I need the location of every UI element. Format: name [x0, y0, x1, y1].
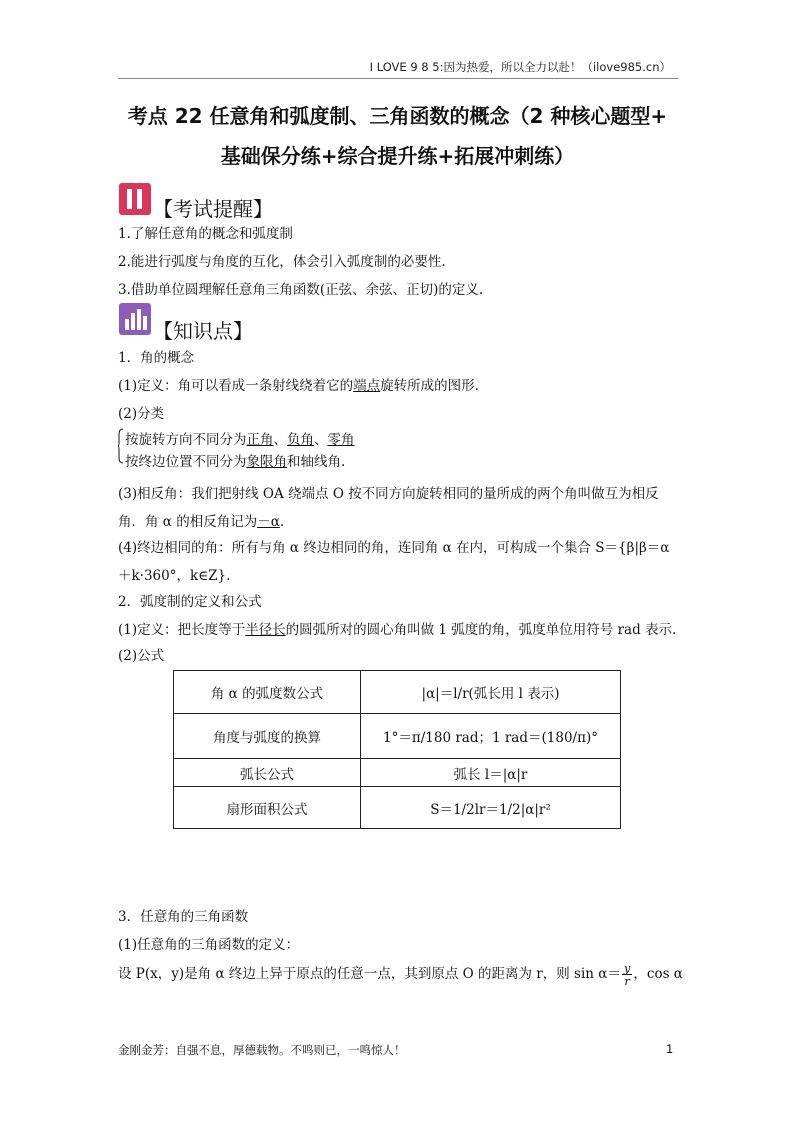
kp3-title: 3．任意角的三角函数: [118, 909, 249, 925]
opposite-underlined: －α: [257, 514, 280, 530]
class-by-terminal: [125, 450, 345, 470]
class-by-direction: [125, 428, 355, 448]
kp1-coterminal-line2: ＋k·360°，k∈Z}.: [118, 568, 231, 584]
kp1-classification: (2)分类: [118, 406, 165, 422]
title-line-2: 基础保分练+综合提升练+拓展冲刺练）: [220, 144, 575, 168]
kp3-subtitle: (1)任意角的三角函数的定义：: [118, 937, 300, 953]
kp1-definition: [118, 374, 479, 394]
kp2-formula-label: (2)公式: [118, 648, 165, 664]
kp1-title: 1．角的概念: [118, 350, 195, 366]
page-title: [110, 96, 685, 176]
table-cell-label: 角 α 的弧度数公式: [174, 671, 361, 714]
table-cell-label: 弧长公式: [174, 759, 361, 787]
class-a-negative: 负角: [287, 432, 314, 448]
table-row: [174, 759, 621, 787]
class-a-sep1: 、: [273, 432, 287, 448]
table-row: [174, 714, 621, 759]
formula-table: [173, 670, 621, 829]
kp1-coterminal-line1: (4)终边相同的角：所有与角 α 终边相同的角，连同角 α 在内，可构成一个集合 S＝{β|β＝α: [118, 540, 670, 556]
kp3-line-pre: 设 P(x，y)是角 α 终边上异于原点的任意一点，其到原点 O 的距离为 r，则 sin α＝: [118, 966, 621, 982]
opposite-pre: 角．角 α 的相反角记为: [118, 514, 258, 530]
classification-brace-icon: [118, 428, 124, 464]
sin-fraction: [622, 962, 633, 987]
table-cell-label: 扇形面积公式: [174, 787, 361, 829]
kp1-def-underlined: 端点: [353, 378, 381, 394]
table-cell-formula: S＝1/2lr＝1/2|α|r²: [361, 787, 621, 829]
table-cell-label: 角度与弧度的换算: [174, 714, 361, 759]
table-cell-formula: 1°＝π/180 rad；1 rad＝(180/π)°: [361, 714, 621, 759]
sin-fraction-num: y: [623, 961, 631, 975]
class-a-sep2: 、: [314, 432, 328, 448]
class-b-post: 和轴线角.: [287, 454, 346, 470]
kp1-def-pre: (1)定义：角可以看成一条射线绕着它的: [118, 378, 354, 394]
site-header-text: I LOVE 9 8 5:因为热爱，所以全力以赴！（ilove985.cn）: [369, 60, 671, 74]
exam-item-1: 1.了解任意角的概念和弧度制: [118, 226, 293, 242]
kp2-title: 2．弧度制的定义和公式: [118, 594, 262, 610]
table-cell-formula: |α|＝l/r(弧长用 l 表示): [361, 671, 621, 714]
kp2-def-underlined: 半径长: [245, 622, 286, 638]
table-row: [174, 787, 621, 829]
class-a-positive: 正角: [246, 432, 274, 448]
kp2-def-pre: (1)定义：把长度等于: [118, 622, 246, 638]
class-a-zero: 零角: [327, 432, 355, 448]
exam-section-heading: 【考试提醒】: [153, 197, 273, 221]
sin-fraction-den: r: [624, 974, 630, 988]
kp1-def-post: 旋转所成的图形.: [380, 378, 479, 394]
knowledge-badge-icon: [119, 303, 151, 339]
header-divider: [118, 78, 678, 79]
kp2-def-post: 的圆弧所对的圆心角叫做 1 弧度的角，弧度单位用符号 rad 表示.: [285, 622, 677, 638]
footer-motto: 金刚金芳：自强不息，厚德载物。不鸣则已，一鸣惊人！: [118, 1043, 406, 1057]
kp3-line-post: ，cos α: [633, 966, 683, 982]
exam-item-2: 2.能进行弧度与角度的互化，体会引入弧度制的必要性.: [118, 254, 446, 270]
table-row: [174, 671, 621, 714]
kp1-opposite-line2: [118, 510, 284, 530]
class-b-pre: 按终边位置不同分为: [125, 454, 247, 470]
class-a-pre: 按旋转方向不同分为: [125, 432, 247, 448]
opposite-post: .: [279, 514, 285, 530]
kp1-opposite-line1: (3)相反角：我们把射线 OA 绕端点 O 按不同方向旋转相同的量所成的两个角叫做互为相反: [118, 486, 659, 502]
knowledge-section-heading: 【知识点】: [153, 319, 253, 343]
title-line-1: 考点 22 任意角和弧度制、三角函数的概念（2 种核心题型+: [127, 104, 668, 128]
page-number: 1: [666, 1042, 674, 1056]
exam-item-3: 3.借助单位圆理解任意角三角函数(正弦、余弦、正切)的定义.: [118, 282, 484, 298]
table-cell-formula: 弧长 l＝|α|r: [361, 759, 621, 787]
kp3-definition-line: [118, 962, 683, 987]
kp2-definition: [118, 618, 676, 638]
exam-badge-icon: [119, 183, 151, 219]
class-b-quadrant: 象限角: [246, 454, 287, 470]
